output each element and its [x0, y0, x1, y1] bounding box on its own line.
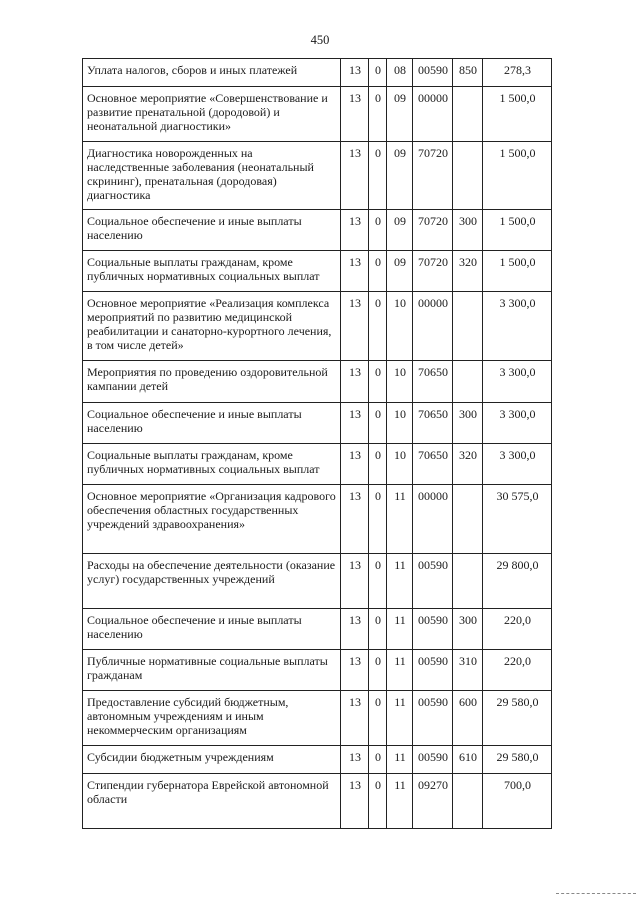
code-event: 09 — [387, 210, 413, 251]
code-subprogram: 0 — [369, 403, 387, 444]
table-row — [83, 485, 552, 554]
table-row — [83, 444, 552, 485]
table-row — [83, 746, 552, 774]
code-section: 13 — [341, 774, 369, 829]
code-event: 09 — [387, 251, 413, 292]
code-direction: 70650 — [413, 444, 453, 485]
row-description: Мероприятия по проведению оздоровительной кампании детей — [83, 361, 341, 403]
row-amount: 1 500,0 — [483, 142, 552, 210]
table-row — [83, 142, 552, 210]
table-row — [83, 251, 552, 292]
row-amount: 3 300,0 — [483, 403, 552, 444]
code-event: 11 — [387, 774, 413, 829]
row-description: Стипендии губернатора Еврейской автономной области — [83, 774, 341, 829]
footer-rule — [556, 893, 636, 894]
row-description: Социальные выплаты гражданам, кроме публичных нормативных социальных выплат — [83, 444, 341, 485]
table-row — [83, 361, 552, 403]
row-description: Расходы на обеспечение деятельности (оказание услуг) государственных учреждений — [83, 554, 341, 609]
code-expense-type — [453, 361, 483, 403]
code-direction: 00590 — [413, 691, 453, 746]
table-row — [83, 691, 552, 746]
code-expense-type: 850 — [453, 59, 483, 87]
code-expense-type: 300 — [453, 403, 483, 444]
code-subprogram: 0 — [369, 210, 387, 251]
page-number: 450 — [310, 33, 330, 47]
code-expense-type — [453, 485, 483, 554]
code-section: 13 — [341, 59, 369, 87]
code-direction: 00000 — [413, 292, 453, 361]
code-direction: 70650 — [413, 361, 453, 403]
row-description: Уплата налогов, сборов и иных платежей — [83, 59, 341, 87]
code-event: 10 — [387, 403, 413, 444]
code-subprogram: 0 — [369, 87, 387, 142]
row-amount: 1 500,0 — [483, 251, 552, 292]
code-expense-type: 320 — [453, 251, 483, 292]
code-event: 11 — [387, 691, 413, 746]
code-section: 13 — [341, 691, 369, 746]
table-row — [83, 774, 552, 829]
code-section: 13 — [341, 554, 369, 609]
row-description: Основное мероприятие «Реализация комплекса мероприятий по развитию медицинской реабилитации и санаторно-курортного лечения, в том числе детей» — [83, 292, 341, 361]
table-row — [83, 292, 552, 361]
row-amount: 220,0 — [483, 650, 552, 691]
code-event: 10 — [387, 292, 413, 361]
code-section: 13 — [341, 142, 369, 210]
code-direction: 00590 — [413, 554, 453, 609]
table-row — [83, 87, 552, 142]
row-description: Социальное обеспечение и иные выплаты населению — [83, 403, 341, 444]
row-amount: 1 500,0 — [483, 87, 552, 142]
code-direction: 00590 — [413, 609, 453, 650]
code-direction: 70720 — [413, 210, 453, 251]
code-expense-type — [453, 774, 483, 829]
code-expense-type — [453, 142, 483, 210]
code-expense-type: 300 — [453, 210, 483, 251]
code-direction: 00000 — [413, 485, 453, 554]
code-expense-type: 320 — [453, 444, 483, 485]
row-amount: 700,0 — [483, 774, 552, 829]
code-subprogram: 0 — [369, 554, 387, 609]
code-section: 13 — [341, 251, 369, 292]
code-subprogram: 0 — [369, 746, 387, 774]
code-expense-type: 310 — [453, 650, 483, 691]
code-direction: 00590 — [413, 59, 453, 87]
code-event: 09 — [387, 87, 413, 142]
row-amount: 29 580,0 — [483, 746, 552, 774]
code-direction: 70650 — [413, 403, 453, 444]
code-subprogram: 0 — [369, 142, 387, 210]
row-description: Основное мероприятие «Организация кадрового обеспечения областных государственных учреждений здравоохранения» — [83, 485, 341, 554]
code-event: 11 — [387, 609, 413, 650]
code-expense-type — [453, 554, 483, 609]
budget-table — [82, 58, 552, 829]
code-direction: 00590 — [413, 746, 453, 774]
code-section: 13 — [341, 485, 369, 554]
row-description: Предоставление субсидий бюджетным, автономным учреждениям и иным некоммерческим организациям — [83, 691, 341, 746]
table-row — [83, 59, 552, 87]
code-event: 09 — [387, 142, 413, 210]
code-section: 13 — [341, 292, 369, 361]
code-section: 13 — [341, 403, 369, 444]
code-event: 11 — [387, 485, 413, 554]
code-event: 08 — [387, 59, 413, 87]
code-subprogram: 0 — [369, 251, 387, 292]
row-amount: 29 580,0 — [483, 691, 552, 746]
code-event: 11 — [387, 554, 413, 609]
code-section: 13 — [341, 361, 369, 403]
code-expense-type: 300 — [453, 609, 483, 650]
code-subprogram: 0 — [369, 292, 387, 361]
table-row — [83, 210, 552, 251]
row-amount: 29 800,0 — [483, 554, 552, 609]
row-amount: 3 300,0 — [483, 292, 552, 361]
code-event: 11 — [387, 746, 413, 774]
code-direction: 70720 — [413, 251, 453, 292]
code-direction: 09270 — [413, 774, 453, 829]
code-subprogram: 0 — [369, 361, 387, 403]
row-description: Социальное обеспечение и иные выплаты населению — [83, 609, 341, 650]
table-row — [83, 650, 552, 691]
row-amount: 3 300,0 — [483, 361, 552, 403]
code-section: 13 — [341, 650, 369, 691]
code-direction: 00590 — [413, 650, 453, 691]
code-expense-type — [453, 292, 483, 361]
code-direction: 00000 — [413, 87, 453, 142]
code-event: 10 — [387, 444, 413, 485]
code-expense-type — [453, 87, 483, 142]
code-expense-type: 610 — [453, 746, 483, 774]
table-row — [83, 554, 552, 609]
code-subprogram: 0 — [369, 650, 387, 691]
table-row — [83, 403, 552, 444]
code-section: 13 — [341, 210, 369, 251]
row-description: Субсидии бюджетным учреждениям — [83, 746, 341, 774]
code-subprogram: 0 — [369, 444, 387, 485]
table-row — [83, 609, 552, 650]
code-expense-type: 600 — [453, 691, 483, 746]
row-amount: 3 300,0 — [483, 444, 552, 485]
code-event: 11 — [387, 650, 413, 691]
row-amount: 1 500,0 — [483, 210, 552, 251]
row-description: Диагностика новорожденных на наследственные заболевания (неонатальный скрининг), пренатальная (дородовая) диагностика — [83, 142, 341, 210]
row-description: Социальные выплаты гражданам, кроме публичных нормативных социальных выплат — [83, 251, 341, 292]
row-amount: 30 575,0 — [483, 485, 552, 554]
code-section: 13 — [341, 746, 369, 774]
code-subprogram: 0 — [369, 774, 387, 829]
code-subprogram: 0 — [369, 691, 387, 746]
code-subprogram: 0 — [369, 59, 387, 87]
row-description: Публичные нормативные социальные выплаты гражданам — [83, 650, 341, 691]
code-section: 13 — [341, 444, 369, 485]
row-amount: 278,3 — [483, 59, 552, 87]
code-direction: 70720 — [413, 142, 453, 210]
code-section: 13 — [341, 87, 369, 142]
code-subprogram: 0 — [369, 609, 387, 650]
row-description: Основное мероприятие «Совершенствование и развитие пренатальной (дородовой) и неонатальной диагностики» — [83, 87, 341, 142]
row-description: Социальное обеспечение и иные выплаты населению — [83, 210, 341, 251]
code-subprogram: 0 — [369, 485, 387, 554]
row-amount: 220,0 — [483, 609, 552, 650]
code-section: 13 — [341, 609, 369, 650]
code-event: 10 — [387, 361, 413, 403]
